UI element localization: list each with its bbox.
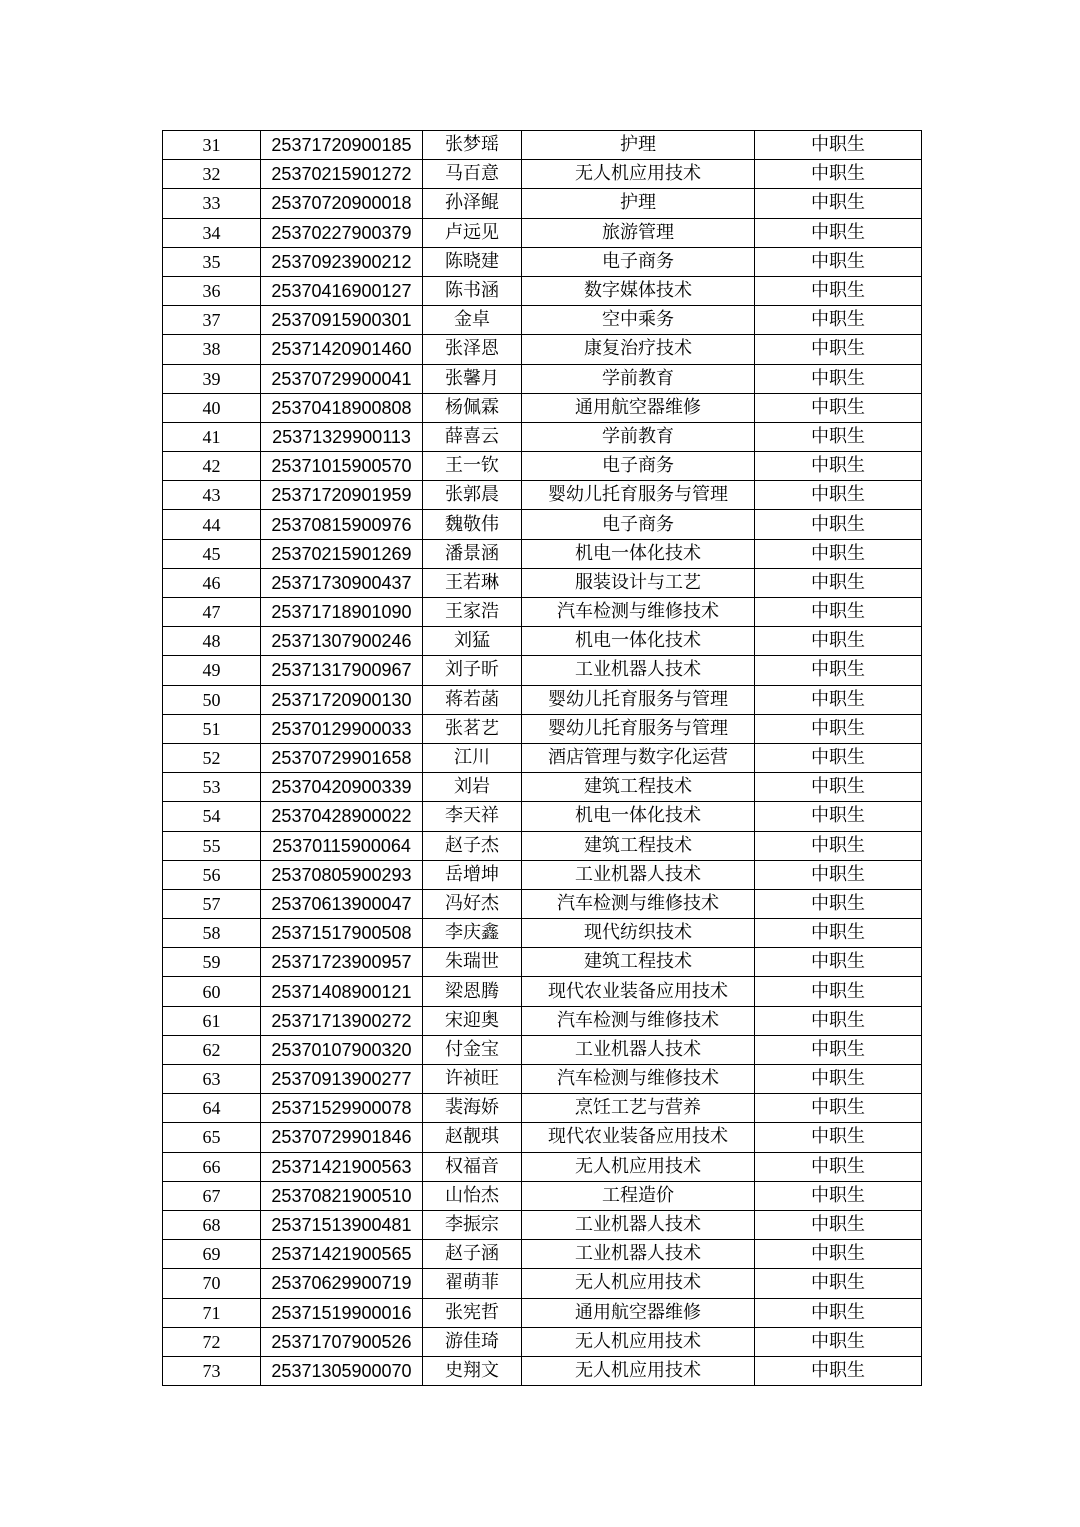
table-row <box>163 247 922 276</box>
exam-id-cell: 25371720901959 <box>261 481 423 510</box>
student-type-cell: 中职生 <box>755 1356 922 1385</box>
table-row <box>163 1269 922 1298</box>
row-number-cell: 68 <box>163 1210 261 1239</box>
student-type-cell: 中职生 <box>755 1298 922 1327</box>
major-cell: 机电一体化技术 <box>522 627 755 656</box>
student-name-cell: 江川 <box>423 743 522 772</box>
student-name-cell: 张馨月 <box>423 364 522 393</box>
student-type-cell: 中职生 <box>755 948 922 977</box>
table-row <box>163 889 922 918</box>
student-type-cell: 中职生 <box>755 1240 922 1269</box>
student-name-cell: 王家浩 <box>423 598 522 627</box>
student-type-cell: 中职生 <box>755 860 922 889</box>
exam-id-cell: 25371517900508 <box>261 919 423 948</box>
major-cell: 现代农业装备应用技术 <box>522 1123 755 1152</box>
exam-id-cell: 25370913900277 <box>261 1065 423 1094</box>
major-cell: 建筑工程技术 <box>522 948 755 977</box>
exam-id-cell: 25371421900563 <box>261 1152 423 1181</box>
student-name-cell: 薛喜云 <box>423 422 522 451</box>
exam-id-cell: 25370805900293 <box>261 860 423 889</box>
row-number-cell: 54 <box>163 802 261 831</box>
row-number-cell: 36 <box>163 276 261 305</box>
student-type-cell: 中职生 <box>755 1181 922 1210</box>
row-number-cell: 53 <box>163 773 261 802</box>
table-row <box>163 802 922 831</box>
row-number-cell: 37 <box>163 306 261 335</box>
exam-id-cell: 25371713900272 <box>261 1006 423 1035</box>
student-name-cell: 李庆鑫 <box>423 919 522 948</box>
row-number-cell: 35 <box>163 247 261 276</box>
exam-id-cell: 25370129900033 <box>261 714 423 743</box>
exam-id-cell: 25370420900339 <box>261 773 423 802</box>
row-number-cell: 34 <box>163 218 261 247</box>
student-name-cell: 潘景涵 <box>423 539 522 568</box>
major-cell: 机电一体化技术 <box>522 802 755 831</box>
major-cell: 电子商务 <box>522 510 755 539</box>
student-name-cell: 张宪哲 <box>423 1298 522 1327</box>
student-name-cell: 陈晓建 <box>423 247 522 276</box>
table-row <box>163 714 922 743</box>
student-name-cell: 赵靓琪 <box>423 1123 522 1152</box>
table-row <box>163 539 922 568</box>
exam-id-cell: 25370227900379 <box>261 218 423 247</box>
table-row <box>163 977 922 1006</box>
major-cell: 护理 <box>522 131 755 160</box>
student-type-cell: 中职生 <box>755 831 922 860</box>
row-number-cell: 59 <box>163 948 261 977</box>
exam-id-cell: 25371015900570 <box>261 452 423 481</box>
student-type-cell: 中职生 <box>755 1269 922 1298</box>
exam-id-cell: 25370923900212 <box>261 247 423 276</box>
row-number-cell: 67 <box>163 1181 261 1210</box>
table-row <box>163 218 922 247</box>
row-number-cell: 72 <box>163 1327 261 1356</box>
major-cell: 学前教育 <box>522 364 755 393</box>
row-number-cell: 65 <box>163 1123 261 1152</box>
table-row <box>163 1327 922 1356</box>
major-cell: 汽车检测与维修技术 <box>522 598 755 627</box>
exam-id-cell: 25371730900437 <box>261 568 423 597</box>
exam-id-cell: 25371720900130 <box>261 685 423 714</box>
student-type-cell: 中职生 <box>755 627 922 656</box>
student-name-cell: 王若琳 <box>423 568 522 597</box>
exam-id-cell: 25370729901846 <box>261 1123 423 1152</box>
student-name-cell: 蒋若菡 <box>423 685 522 714</box>
major-cell: 建筑工程技术 <box>522 773 755 802</box>
exam-id-cell: 25371329900113 <box>261 422 423 451</box>
table-row <box>163 1298 922 1327</box>
student-type-cell: 中职生 <box>755 481 922 510</box>
major-cell: 无人机应用技术 <box>522 1152 755 1181</box>
major-cell: 电子商务 <box>522 452 755 481</box>
student-name-cell: 张梦瑶 <box>423 131 522 160</box>
table-row <box>163 422 922 451</box>
table-row <box>163 919 922 948</box>
row-number-cell: 61 <box>163 1006 261 1035</box>
student-name-cell: 刘子昕 <box>423 656 522 685</box>
major-cell: 汽车检测与维修技术 <box>522 889 755 918</box>
student-type-cell: 中职生 <box>755 802 922 831</box>
student-name-cell: 权福音 <box>423 1152 522 1181</box>
major-cell: 服装设计与工艺 <box>522 568 755 597</box>
row-number-cell: 70 <box>163 1269 261 1298</box>
exam-id-cell: 25370115900064 <box>261 831 423 860</box>
student-type-cell: 中职生 <box>755 919 922 948</box>
row-number-cell: 48 <box>163 627 261 656</box>
major-cell: 现代农业装备应用技术 <box>522 977 755 1006</box>
major-cell: 工业机器人技术 <box>522 656 755 685</box>
row-number-cell: 33 <box>163 189 261 218</box>
student-name-cell: 冯好杰 <box>423 889 522 918</box>
student-name-cell: 马百意 <box>423 160 522 189</box>
student-name-cell: 卢远见 <box>423 218 522 247</box>
row-number-cell: 56 <box>163 860 261 889</box>
student-type-cell: 中职生 <box>755 1327 922 1356</box>
student-name-cell: 魏敬伟 <box>423 510 522 539</box>
table-row <box>163 773 922 802</box>
row-number-cell: 32 <box>163 160 261 189</box>
row-number-cell: 45 <box>163 539 261 568</box>
row-number-cell: 62 <box>163 1035 261 1064</box>
exam-id-cell: 25370416900127 <box>261 276 423 305</box>
table-row <box>163 306 922 335</box>
student-name-cell: 裴海娇 <box>423 1094 522 1123</box>
row-number-cell: 66 <box>163 1152 261 1181</box>
exam-id-cell: 25371317900967 <box>261 656 423 685</box>
student-name-cell: 金卓 <box>423 306 522 335</box>
table-row <box>163 276 922 305</box>
row-number-cell: 55 <box>163 831 261 860</box>
table-row <box>163 1123 922 1152</box>
row-number-cell: 50 <box>163 685 261 714</box>
row-number-cell: 40 <box>163 393 261 422</box>
row-number-cell: 58 <box>163 919 261 948</box>
major-cell: 护理 <box>522 189 755 218</box>
table-row <box>163 627 922 656</box>
exam-id-cell: 25370815900976 <box>261 510 423 539</box>
student-name-cell: 宋迎奥 <box>423 1006 522 1035</box>
major-cell: 无人机应用技术 <box>522 1356 755 1385</box>
major-cell: 汽车检测与维修技术 <box>522 1065 755 1094</box>
row-number-cell: 38 <box>163 335 261 364</box>
major-cell: 通用航空器维修 <box>522 1298 755 1327</box>
student-type-cell: 中职生 <box>755 276 922 305</box>
row-number-cell: 43 <box>163 481 261 510</box>
student-type-cell: 中职生 <box>755 306 922 335</box>
major-cell: 旅游管理 <box>522 218 755 247</box>
student-type-cell: 中职生 <box>755 218 922 247</box>
exam-id-cell: 25371408900121 <box>261 977 423 1006</box>
table-row <box>163 1240 922 1269</box>
exam-id-cell: 25370821900510 <box>261 1181 423 1210</box>
row-number-cell: 49 <box>163 656 261 685</box>
exam-id-cell: 25370107900320 <box>261 1035 423 1064</box>
exam-id-cell: 25371720900185 <box>261 131 423 160</box>
student-name-cell: 陈书涵 <box>423 276 522 305</box>
exam-id-cell: 25371305900070 <box>261 1356 423 1385</box>
student-name-cell: 张泽恩 <box>423 335 522 364</box>
major-cell: 烹饪工艺与营养 <box>522 1094 755 1123</box>
student-roster-table <box>162 130 922 1386</box>
student-type-cell: 中职生 <box>755 335 922 364</box>
table-row <box>163 510 922 539</box>
exam-id-cell: 25370720900018 <box>261 189 423 218</box>
student-type-cell: 中职生 <box>755 1123 922 1152</box>
row-number-cell: 44 <box>163 510 261 539</box>
student-name-cell: 张茗艺 <box>423 714 522 743</box>
row-number-cell: 46 <box>163 568 261 597</box>
major-cell: 建筑工程技术 <box>522 831 755 860</box>
student-type-cell: 中职生 <box>755 1152 922 1181</box>
student-type-cell: 中职生 <box>755 131 922 160</box>
table-row <box>163 948 922 977</box>
row-number-cell: 42 <box>163 452 261 481</box>
student-name-cell: 史翔文 <box>423 1356 522 1385</box>
student-type-cell: 中职生 <box>755 160 922 189</box>
exam-id-cell: 25370215901269 <box>261 539 423 568</box>
exam-id-cell: 25370613900047 <box>261 889 423 918</box>
student-name-cell: 岳增坤 <box>423 860 522 889</box>
major-cell: 工程造价 <box>522 1181 755 1210</box>
row-number-cell: 52 <box>163 743 261 772</box>
major-cell: 无人机应用技术 <box>522 1327 755 1356</box>
exam-id-cell: 25371307900246 <box>261 627 423 656</box>
row-number-cell: 73 <box>163 1356 261 1385</box>
student-type-cell: 中职生 <box>755 1094 922 1123</box>
student-type-cell: 中职生 <box>755 714 922 743</box>
exam-id-cell: 25370915900301 <box>261 306 423 335</box>
row-number-cell: 39 <box>163 364 261 393</box>
table-row <box>163 568 922 597</box>
table-row <box>163 189 922 218</box>
student-name-cell: 游佳琦 <box>423 1327 522 1356</box>
table-row <box>163 656 922 685</box>
table-row <box>163 1152 922 1181</box>
major-cell: 学前教育 <box>522 422 755 451</box>
student-name-cell: 孙泽鲲 <box>423 189 522 218</box>
student-type-cell: 中职生 <box>755 1065 922 1094</box>
exam-id-cell: 25370215901272 <box>261 160 423 189</box>
table-row <box>163 1094 922 1123</box>
row-number-cell: 71 <box>163 1298 261 1327</box>
table-row <box>163 335 922 364</box>
student-name-cell: 李天祥 <box>423 802 522 831</box>
student-type-cell: 中职生 <box>755 452 922 481</box>
row-number-cell: 64 <box>163 1094 261 1123</box>
student-type-cell: 中职生 <box>755 510 922 539</box>
student-type-cell: 中职生 <box>755 247 922 276</box>
exam-id-cell: 25371529900078 <box>261 1094 423 1123</box>
major-cell: 无人机应用技术 <box>522 160 755 189</box>
student-name-cell: 赵子涵 <box>423 1240 522 1269</box>
table-row <box>163 1035 922 1064</box>
table-row <box>163 831 922 860</box>
major-cell: 工业机器人技术 <box>522 1210 755 1239</box>
student-name-cell: 李振宗 <box>423 1210 522 1239</box>
student-name-cell: 翟萌菲 <box>423 1269 522 1298</box>
exam-id-cell: 25371519900016 <box>261 1298 423 1327</box>
row-number-cell: 63 <box>163 1065 261 1094</box>
major-cell: 数字媒体技术 <box>522 276 755 305</box>
exam-id-cell: 25371707900526 <box>261 1327 423 1356</box>
student-type-cell: 中职生 <box>755 656 922 685</box>
major-cell: 婴幼儿托育服务与管理 <box>522 685 755 714</box>
table-row <box>163 364 922 393</box>
student-name-cell: 王一钦 <box>423 452 522 481</box>
table-row <box>163 1356 922 1385</box>
student-name-cell: 张郭晨 <box>423 481 522 510</box>
row-number-cell: 60 <box>163 977 261 1006</box>
student-name-cell: 刘猛 <box>423 627 522 656</box>
row-number-cell: 47 <box>163 598 261 627</box>
student-name-cell: 付金宝 <box>423 1035 522 1064</box>
major-cell: 康复治疗技术 <box>522 335 755 364</box>
student-type-cell: 中职生 <box>755 539 922 568</box>
major-cell: 工业机器人技术 <box>522 1240 755 1269</box>
student-name-cell: 许祯旺 <box>423 1065 522 1094</box>
major-cell: 工业机器人技术 <box>522 860 755 889</box>
row-number-cell: 51 <box>163 714 261 743</box>
student-name-cell: 梁恩腾 <box>423 977 522 1006</box>
student-type-cell: 中职生 <box>755 743 922 772</box>
roster-table-body <box>163 131 922 1386</box>
exam-id-cell: 25370729900041 <box>261 364 423 393</box>
table-row <box>163 160 922 189</box>
row-number-cell: 41 <box>163 422 261 451</box>
table-row <box>163 1006 922 1035</box>
student-type-cell: 中职生 <box>755 364 922 393</box>
major-cell: 婴幼儿托育服务与管理 <box>522 714 755 743</box>
exam-id-cell: 25371513900481 <box>261 1210 423 1239</box>
table-row <box>163 1210 922 1239</box>
student-type-cell: 中职生 <box>755 422 922 451</box>
table-row <box>163 481 922 510</box>
major-cell: 电子商务 <box>522 247 755 276</box>
student-type-cell: 中职生 <box>755 1035 922 1064</box>
student-type-cell: 中职生 <box>755 685 922 714</box>
exam-id-cell: 25370629900719 <box>261 1269 423 1298</box>
major-cell: 通用航空器维修 <box>522 393 755 422</box>
table-row <box>163 452 922 481</box>
exam-id-cell: 25371421900565 <box>261 1240 423 1269</box>
table-row <box>163 131 922 160</box>
table-row <box>163 1065 922 1094</box>
major-cell: 机电一体化技术 <box>522 539 755 568</box>
student-name-cell: 杨佩霖 <box>423 393 522 422</box>
student-type-cell: 中职生 <box>755 977 922 1006</box>
row-number-cell: 31 <box>163 131 261 160</box>
student-name-cell: 朱瑞世 <box>423 948 522 977</box>
major-cell: 酒店管理与数字化运营 <box>522 743 755 772</box>
student-name-cell: 赵子杰 <box>423 831 522 860</box>
student-type-cell: 中职生 <box>755 1210 922 1239</box>
exam-id-cell: 25371420901460 <box>261 335 423 364</box>
row-number-cell: 57 <box>163 889 261 918</box>
table-row <box>163 1181 922 1210</box>
student-type-cell: 中职生 <box>755 889 922 918</box>
major-cell: 汽车检测与维修技术 <box>522 1006 755 1035</box>
row-number-cell: 69 <box>163 1240 261 1269</box>
student-type-cell: 中职生 <box>755 189 922 218</box>
table-row <box>163 685 922 714</box>
table-row <box>163 598 922 627</box>
table-row <box>163 860 922 889</box>
student-name-cell: 刘岩 <box>423 773 522 802</box>
exam-id-cell: 25370729901658 <box>261 743 423 772</box>
student-type-cell: 中职生 <box>755 773 922 802</box>
student-type-cell: 中职生 <box>755 598 922 627</box>
student-type-cell: 中职生 <box>755 393 922 422</box>
exam-id-cell: 25370428900022 <box>261 802 423 831</box>
student-name-cell: 山怡杰 <box>423 1181 522 1210</box>
exam-id-cell: 25371723900957 <box>261 948 423 977</box>
table-row <box>163 743 922 772</box>
major-cell: 现代纺织技术 <box>522 919 755 948</box>
exam-id-cell: 25371718901090 <box>261 598 423 627</box>
major-cell: 工业机器人技术 <box>522 1035 755 1064</box>
major-cell: 婴幼儿托育服务与管理 <box>522 481 755 510</box>
major-cell: 空中乘务 <box>522 306 755 335</box>
student-type-cell: 中职生 <box>755 1006 922 1035</box>
student-type-cell: 中职生 <box>755 568 922 597</box>
table-row <box>163 393 922 422</box>
major-cell: 无人机应用技术 <box>522 1269 755 1298</box>
exam-id-cell: 25370418900808 <box>261 393 423 422</box>
